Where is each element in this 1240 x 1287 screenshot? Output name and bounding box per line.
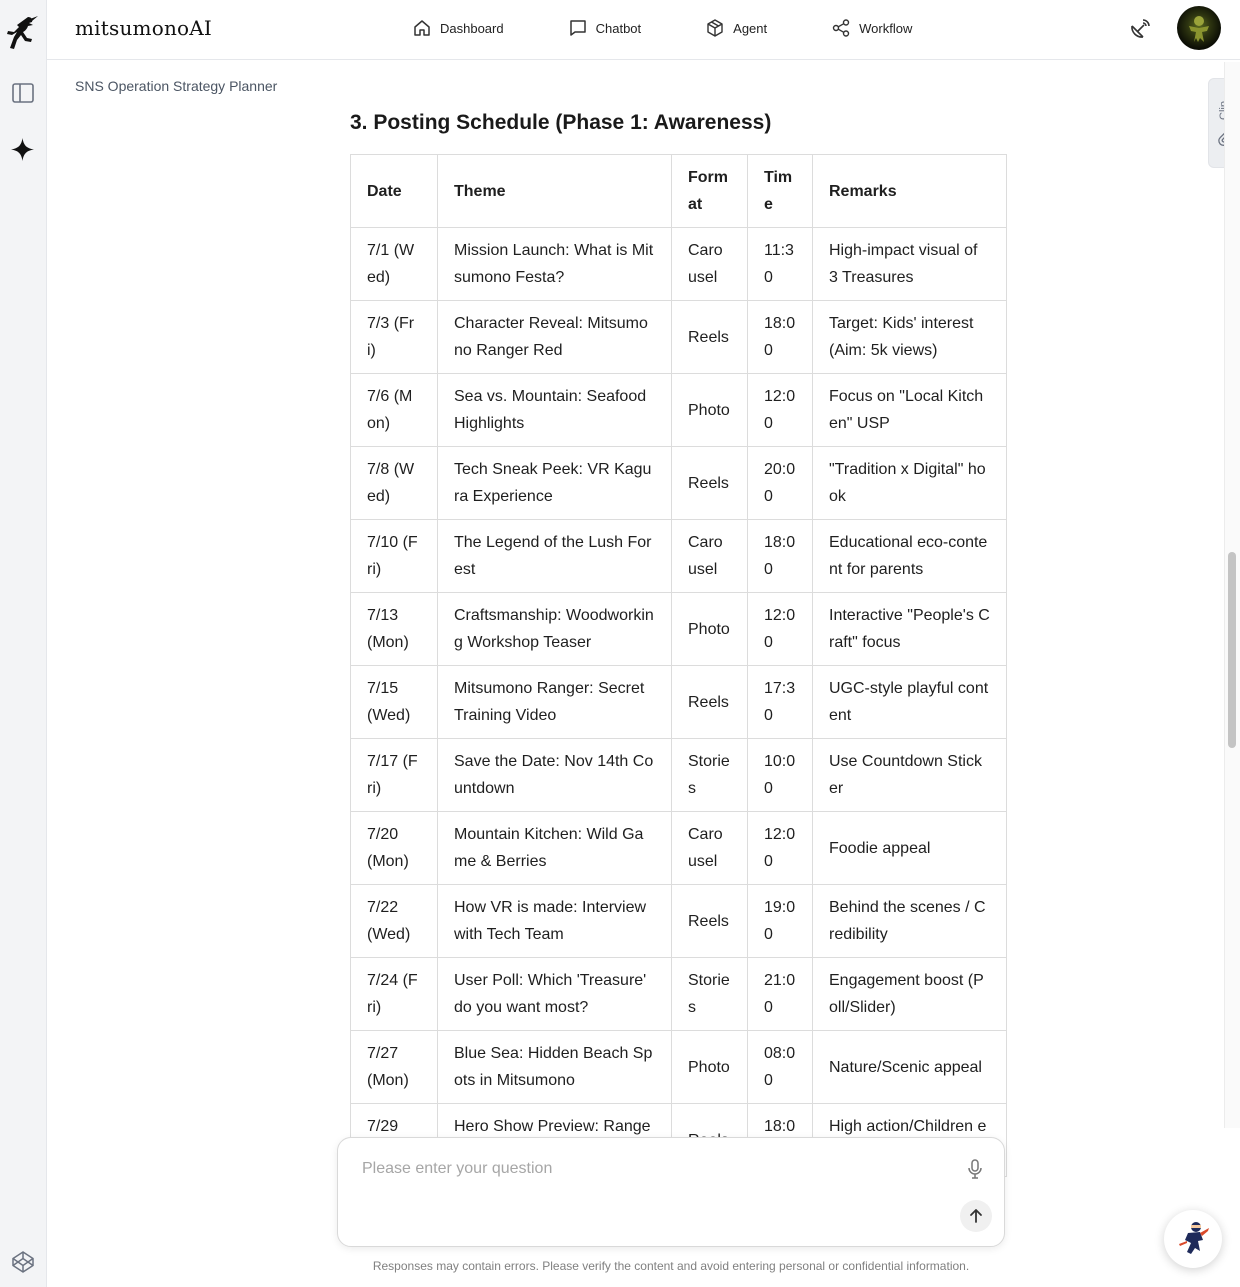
cell-format: Stories bbox=[672, 739, 748, 812]
cell-format: Stories bbox=[672, 958, 748, 1031]
cell-format: Photo bbox=[672, 1031, 748, 1104]
assistant-fab-button[interactable] bbox=[1164, 1210, 1222, 1268]
cell-format: Reels bbox=[672, 447, 748, 520]
table-row bbox=[351, 520, 1007, 593]
table-row bbox=[351, 593, 1007, 666]
cell-format: Photo bbox=[672, 593, 748, 666]
cell-date: 7/3 (Fri) bbox=[351, 301, 438, 374]
user-avatar[interactable] bbox=[1177, 6, 1221, 50]
cell-date: 7/1 (Wed) bbox=[351, 228, 438, 301]
header-theme: Theme bbox=[438, 155, 672, 228]
cell-theme: Craftsmanship: Woodworking Workshop Teaser bbox=[438, 593, 672, 666]
cell-theme: Hero Show Preview: Range bbox=[438, 1104, 672, 1177]
cell-time: 11:30 bbox=[748, 228, 813, 301]
cell-date: 7/6 (Mon) bbox=[351, 374, 438, 447]
table-body bbox=[351, 228, 1007, 1177]
table-header-row bbox=[351, 155, 1007, 228]
cell-remarks: Foodie appeal bbox=[813, 812, 1007, 885]
nav-dashboard[interactable] bbox=[412, 16, 504, 40]
nav-chatbot-label: Chatbot bbox=[595, 20, 642, 36]
cell-remarks: UGC-style playful content bbox=[813, 666, 1007, 739]
cell-date: 7/24 (Fri) bbox=[351, 958, 438, 1031]
table-row bbox=[351, 885, 1007, 958]
cell-remarks: Behind the scenes / Credibility bbox=[813, 885, 1007, 958]
cell-remarks: Target: Kids' interest (Aim: 5k views) bbox=[813, 301, 1007, 374]
cell-theme: The Legend of the Lush Forest bbox=[438, 520, 672, 593]
cell-theme: Blue Sea: Hidden Beach Spots in Mitsumono bbox=[438, 1031, 672, 1104]
top-header bbox=[47, 0, 1240, 60]
cell-format: Carousel bbox=[672, 812, 748, 885]
table-row bbox=[351, 958, 1007, 1031]
table-row bbox=[351, 666, 1007, 739]
cell-time: 12:00 bbox=[748, 374, 813, 447]
cell-remarks: Educational eco-content for parents bbox=[813, 520, 1007, 593]
cell-date: 7/15 (Wed) bbox=[351, 666, 438, 739]
table-row bbox=[351, 739, 1007, 812]
header-date: Date bbox=[351, 155, 438, 228]
brand-name[interactable]: mitsumonoAI bbox=[75, 16, 213, 40]
cell-time: 18:0 bbox=[748, 1104, 813, 1177]
table-row bbox=[351, 1031, 1007, 1104]
ninja-logo-icon[interactable] bbox=[6, 14, 40, 52]
cell-theme: How VR is made: Interview with Tech Team bbox=[438, 885, 672, 958]
cell-date: 7/10 (Fri) bbox=[351, 520, 438, 593]
cell-date: 7/29 bbox=[351, 1104, 438, 1177]
satellite-dish-icon[interactable] bbox=[1127, 16, 1153, 42]
cell-theme: Tech Sneak Peek: VR Kagura Experience bbox=[438, 447, 672, 520]
table-row bbox=[351, 812, 1007, 885]
cell-time: 21:00 bbox=[748, 958, 813, 1031]
arrow-up-icon bbox=[967, 1207, 985, 1225]
cell-remarks: Focus on "Local Kitchen" USP bbox=[813, 374, 1007, 447]
header-format: Format bbox=[672, 155, 748, 228]
send-button[interactable] bbox=[960, 1200, 992, 1232]
cell-date: 7/27 (Mon) bbox=[351, 1031, 438, 1104]
cell-remarks: Nature/Scenic appeal bbox=[813, 1031, 1007, 1104]
cell-format: Reels bbox=[672, 666, 748, 739]
cell-time: 19:00 bbox=[748, 885, 813, 958]
page-breadcrumb: SNS Operation Strategy Planner bbox=[75, 78, 278, 94]
cell-remarks: High action/Children e bbox=[813, 1104, 1007, 1177]
nav-workflow[interactable] bbox=[831, 16, 912, 40]
cell-time: 08:00 bbox=[748, 1031, 813, 1104]
chat-content bbox=[350, 106, 1006, 1135]
main-nav bbox=[412, 16, 912, 40]
cell-time: 12:00 bbox=[748, 593, 813, 666]
disclaimer-text: Responses may contain errors. Please verify the content and avoid entering personal or confidential information. bbox=[372, 1259, 970, 1273]
nav-agent[interactable] bbox=[705, 16, 767, 40]
question-input-box bbox=[337, 1137, 1005, 1247]
cell-remarks: High-impact visual of 3 Treasures bbox=[813, 228, 1007, 301]
cell-remarks: Interactive "People's Craft" focus bbox=[813, 593, 1007, 666]
header-time: Time bbox=[748, 155, 813, 228]
cell-theme: Mission Launch: What is Mitsumono Festa? bbox=[438, 228, 672, 301]
table-row bbox=[351, 447, 1007, 520]
cell-remarks: "Tradition x Digital" hook bbox=[813, 447, 1007, 520]
cell-time: 20:00 bbox=[748, 447, 813, 520]
cell-format: Photo bbox=[672, 374, 748, 447]
cell-remarks: Use Countdown Sticker bbox=[813, 739, 1007, 812]
cell-time: 18:00 bbox=[748, 520, 813, 593]
section-title: 3. Posting Schedule (Phase 1: Awareness) bbox=[350, 111, 772, 134]
cell-format: Carousel bbox=[672, 520, 748, 593]
left-rail bbox=[0, 0, 47, 1287]
nav-chatbot[interactable] bbox=[568, 16, 642, 40]
cell-date: 7/8 (Wed) bbox=[351, 447, 438, 520]
cell-format: Reels bbox=[672, 885, 748, 958]
cell-remarks: Engagement boost (Poll/Slider) bbox=[813, 958, 1007, 1031]
table-row bbox=[351, 228, 1007, 301]
cell-theme: Mitsumono Ranger: Secret Training Video bbox=[438, 666, 672, 739]
cell-theme: Mountain Kitchen: Wild Game & Berries bbox=[438, 812, 672, 885]
home-icon bbox=[412, 18, 432, 38]
cell-theme: Sea vs. Mountain: Seafood Highlights bbox=[438, 374, 672, 447]
share-nodes-icon bbox=[831, 18, 851, 38]
ninja-avatar-icon bbox=[1177, 6, 1221, 50]
cube-icon bbox=[705, 18, 725, 38]
ninja-mascot-icon bbox=[1173, 1218, 1213, 1258]
sparkle-icon[interactable] bbox=[10, 137, 35, 162]
table-row bbox=[351, 374, 1007, 447]
posting-schedule-table bbox=[350, 154, 1007, 1177]
microphone-icon[interactable] bbox=[964, 1158, 986, 1180]
cell-time: 12:00 bbox=[748, 812, 813, 885]
header-remarks: Remarks bbox=[813, 155, 1007, 228]
cell-date: 7/20 (Mon) bbox=[351, 812, 438, 885]
cell-date: 7/17 (Fri) bbox=[351, 739, 438, 812]
cell-theme: Save the Date: Nov 14th Countdown bbox=[438, 739, 672, 812]
cell-time: 18:00 bbox=[748, 301, 813, 374]
nav-workflow-label: Workflow bbox=[859, 20, 913, 36]
nav-agent-label: Agent bbox=[733, 20, 768, 36]
cell-theme: User Poll: Which 'Treasure' do you want most? bbox=[438, 958, 672, 1031]
sidebar-toggle-icon[interactable] bbox=[12, 83, 34, 103]
cell-time: 10:00 bbox=[748, 739, 813, 812]
cell-time: 17:30 bbox=[748, 666, 813, 739]
cell-format: Reels bbox=[672, 301, 748, 374]
chat-bubble-icon bbox=[568, 18, 588, 38]
cell-date: 7/13 (Mon) bbox=[351, 593, 438, 666]
cell-format: Carousel bbox=[672, 228, 748, 301]
cell-date: 7/22 (Wed) bbox=[351, 885, 438, 958]
codepen-cube-icon[interactable] bbox=[11, 1250, 35, 1274]
cell-theme: Character Reveal: Mitsumono Ranger Red bbox=[438, 301, 672, 374]
nav-dashboard-label: Dashboard bbox=[440, 20, 504, 36]
table-row bbox=[351, 301, 1007, 374]
question-input[interactable] bbox=[362, 1160, 942, 1200]
scrollbar-thumb[interactable] bbox=[1228, 552, 1236, 748]
